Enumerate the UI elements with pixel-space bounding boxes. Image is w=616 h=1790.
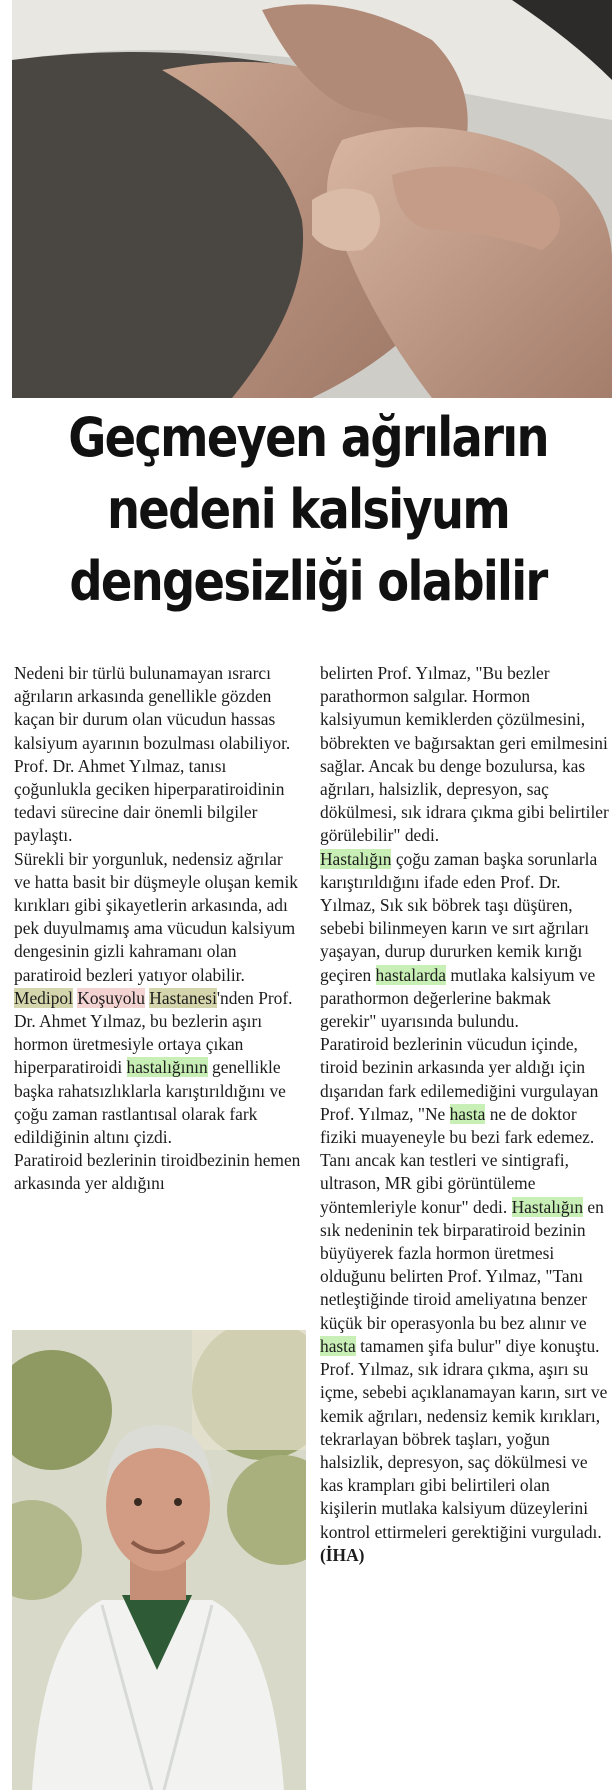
paragraph-text: genellikle başka rahatsızlıklarla karıştırıldığını ve çoğu zaman rastlantısal olarak fark edildiğinin altını çizdi. bbox=[14, 1057, 286, 1148]
paragraph-location: Paratiroid bezlerinin tiroidbezinin hemen arkasında yer aldığını bbox=[14, 1150, 301, 1194]
portrait-photo-doctor bbox=[12, 1330, 306, 1790]
article-column-left bbox=[14, 662, 302, 1196]
highlight-hastaliginin: hastalığının bbox=[126, 1057, 208, 1078]
paragraph-text: ne de doktor fiziki muayeneyle bu bezi fark edemez. Tanı ancak kan testleri ve sintigrafi, ultrason, MR gibi görüntüleme yöntemleriyle konur" dedi. bbox=[320, 1103, 595, 1217]
article-headline bbox=[50, 402, 566, 618]
highlight-hastaligin: Hastalığın bbox=[320, 848, 392, 869]
paragraph-text: mutlaka kalsiyum ve parathormon değerlerine bakmak gerekir" uyarısında bulundu. bbox=[320, 964, 596, 1032]
highlight-medipol: Medipol bbox=[14, 987, 73, 1008]
highlight-kosuyolu: Koşuyolu bbox=[77, 987, 145, 1008]
paragraph-text: çoğu zaman başka sorunlarla karıştırıldığını ifade eden Prof. Dr. Yılmaz, Sık sık böbrek taşı düşüren, sebebi bilinmeyen karın ve sırt ağrıları yaşayan, durup dururken kemik kırığı geçiren bbox=[320, 848, 598, 985]
paragraph-text: en sık nedeninin tek birparatiroid bezinin büyüyerek fazla hormon üretmesi olduğunu belirten Prof. Yılmaz, "Tanı netleştiğinde tiroid ameliyatına benzer küçük bir operasyonla bu bez alınır ve bbox=[320, 1196, 604, 1333]
highlight-hastanesi: Hastanesi bbox=[149, 987, 217, 1008]
paragraph-parathormone: belirten Prof. Yılmaz, "Bu bezler parathormon salgılar. Hormon kalsiyumun kemiklerden çözülmesini, böbrekten ve bağırsaktan geri emilmesini sağlar. Ancak bu denge bozulursa, kas ağrıları, halsizlik, depresyon, saç dökülmesi, sık idrara çıkma gibi belirtiler görülebilir" dedi. bbox=[320, 663, 609, 846]
paragraph-symptoms bbox=[14, 848, 302, 1150]
hero-photo-neck-examination bbox=[12, 0, 612, 398]
highlight-hastalarda: hastalarda bbox=[375, 964, 447, 985]
paragraph-text: Paratiroid bezlerinin vücudun içinde, tiroid bezinin arkasında yer aldığı için dışarıdan fark edilemediğini vurgulayan Prof. Yılmaz, "Ne bbox=[320, 1034, 599, 1124]
headline-line-3: dengesizliği olabilir bbox=[69, 550, 547, 613]
paragraph-imaging bbox=[320, 1033, 610, 1358]
article-column-right bbox=[320, 662, 610, 1567]
paragraph-intro: Nedeni bir türlü bulunamayan ısrarcı ağrıların arkasında genellikle gözden kaçan bir durum olan vücudun hassas kalsiyum ayarının bozulması olabiliyor. Prof. Dr. Ahmet Yılmaz, tanısı çoğunlukla geciken hiperparatiroidinin tedavi sürecine dair önemli bilgiler paylaştı. bbox=[14, 663, 291, 846]
headline-line-1: Geçmeyen ağrıların bbox=[68, 406, 548, 469]
paragraph-conclusion bbox=[320, 1358, 610, 1567]
highlight-hastaligin: Hastalığın bbox=[511, 1196, 584, 1217]
paragraph-text: Sürekli bir yorgunluk, nedensiz ağrılar ve hatta basit bir düşmeyle oluşan kemik kırıkları gibi şikayetlerin arkasında, adı pek duyulmamış ama vücudun kalsiyum dengesinin gizli kahramanı olan paratiroid bezleri yatıyor olabilir. bbox=[14, 848, 298, 985]
highlight-hasta: hasta bbox=[320, 1335, 356, 1356]
headline-line-2: nedeni kalsiyum bbox=[106, 478, 510, 541]
paragraph-diagnosis bbox=[320, 848, 610, 1034]
neck-examination-illustration bbox=[12, 0, 612, 398]
news-agency-credit: (İHA) bbox=[320, 1544, 365, 1565]
paragraph-text: 'nden Prof. Dr. Ahmet Yılmaz, bu bezlerin aşırı hormon üretmesiyle ortaya çıkan hiperparatiroidi bbox=[14, 987, 293, 1078]
paragraph-text: tamamen şifa bulur" diye konuştu. bbox=[355, 1335, 600, 1356]
paragraph-text: Prof. Yılmaz, sık idrara çıkma, aşırı su içme, sebebi açıklanamayan karın, sırt ve kemik ağrıları, nedensiz kemik kırıkları, tekrarlayan böbrek taşları, yoğun halsizlik, depresyon, saç dökülmesi ve kas krampları gibi belirtileri olan kişilerin mutlaka kalsiyum düzeylerini kontrol ettirmeleri gerektiğini vurguladı. bbox=[320, 1359, 608, 1542]
highlight-hasta: hasta bbox=[449, 1103, 486, 1124]
doctor-portrait-illustration bbox=[12, 1330, 306, 1790]
